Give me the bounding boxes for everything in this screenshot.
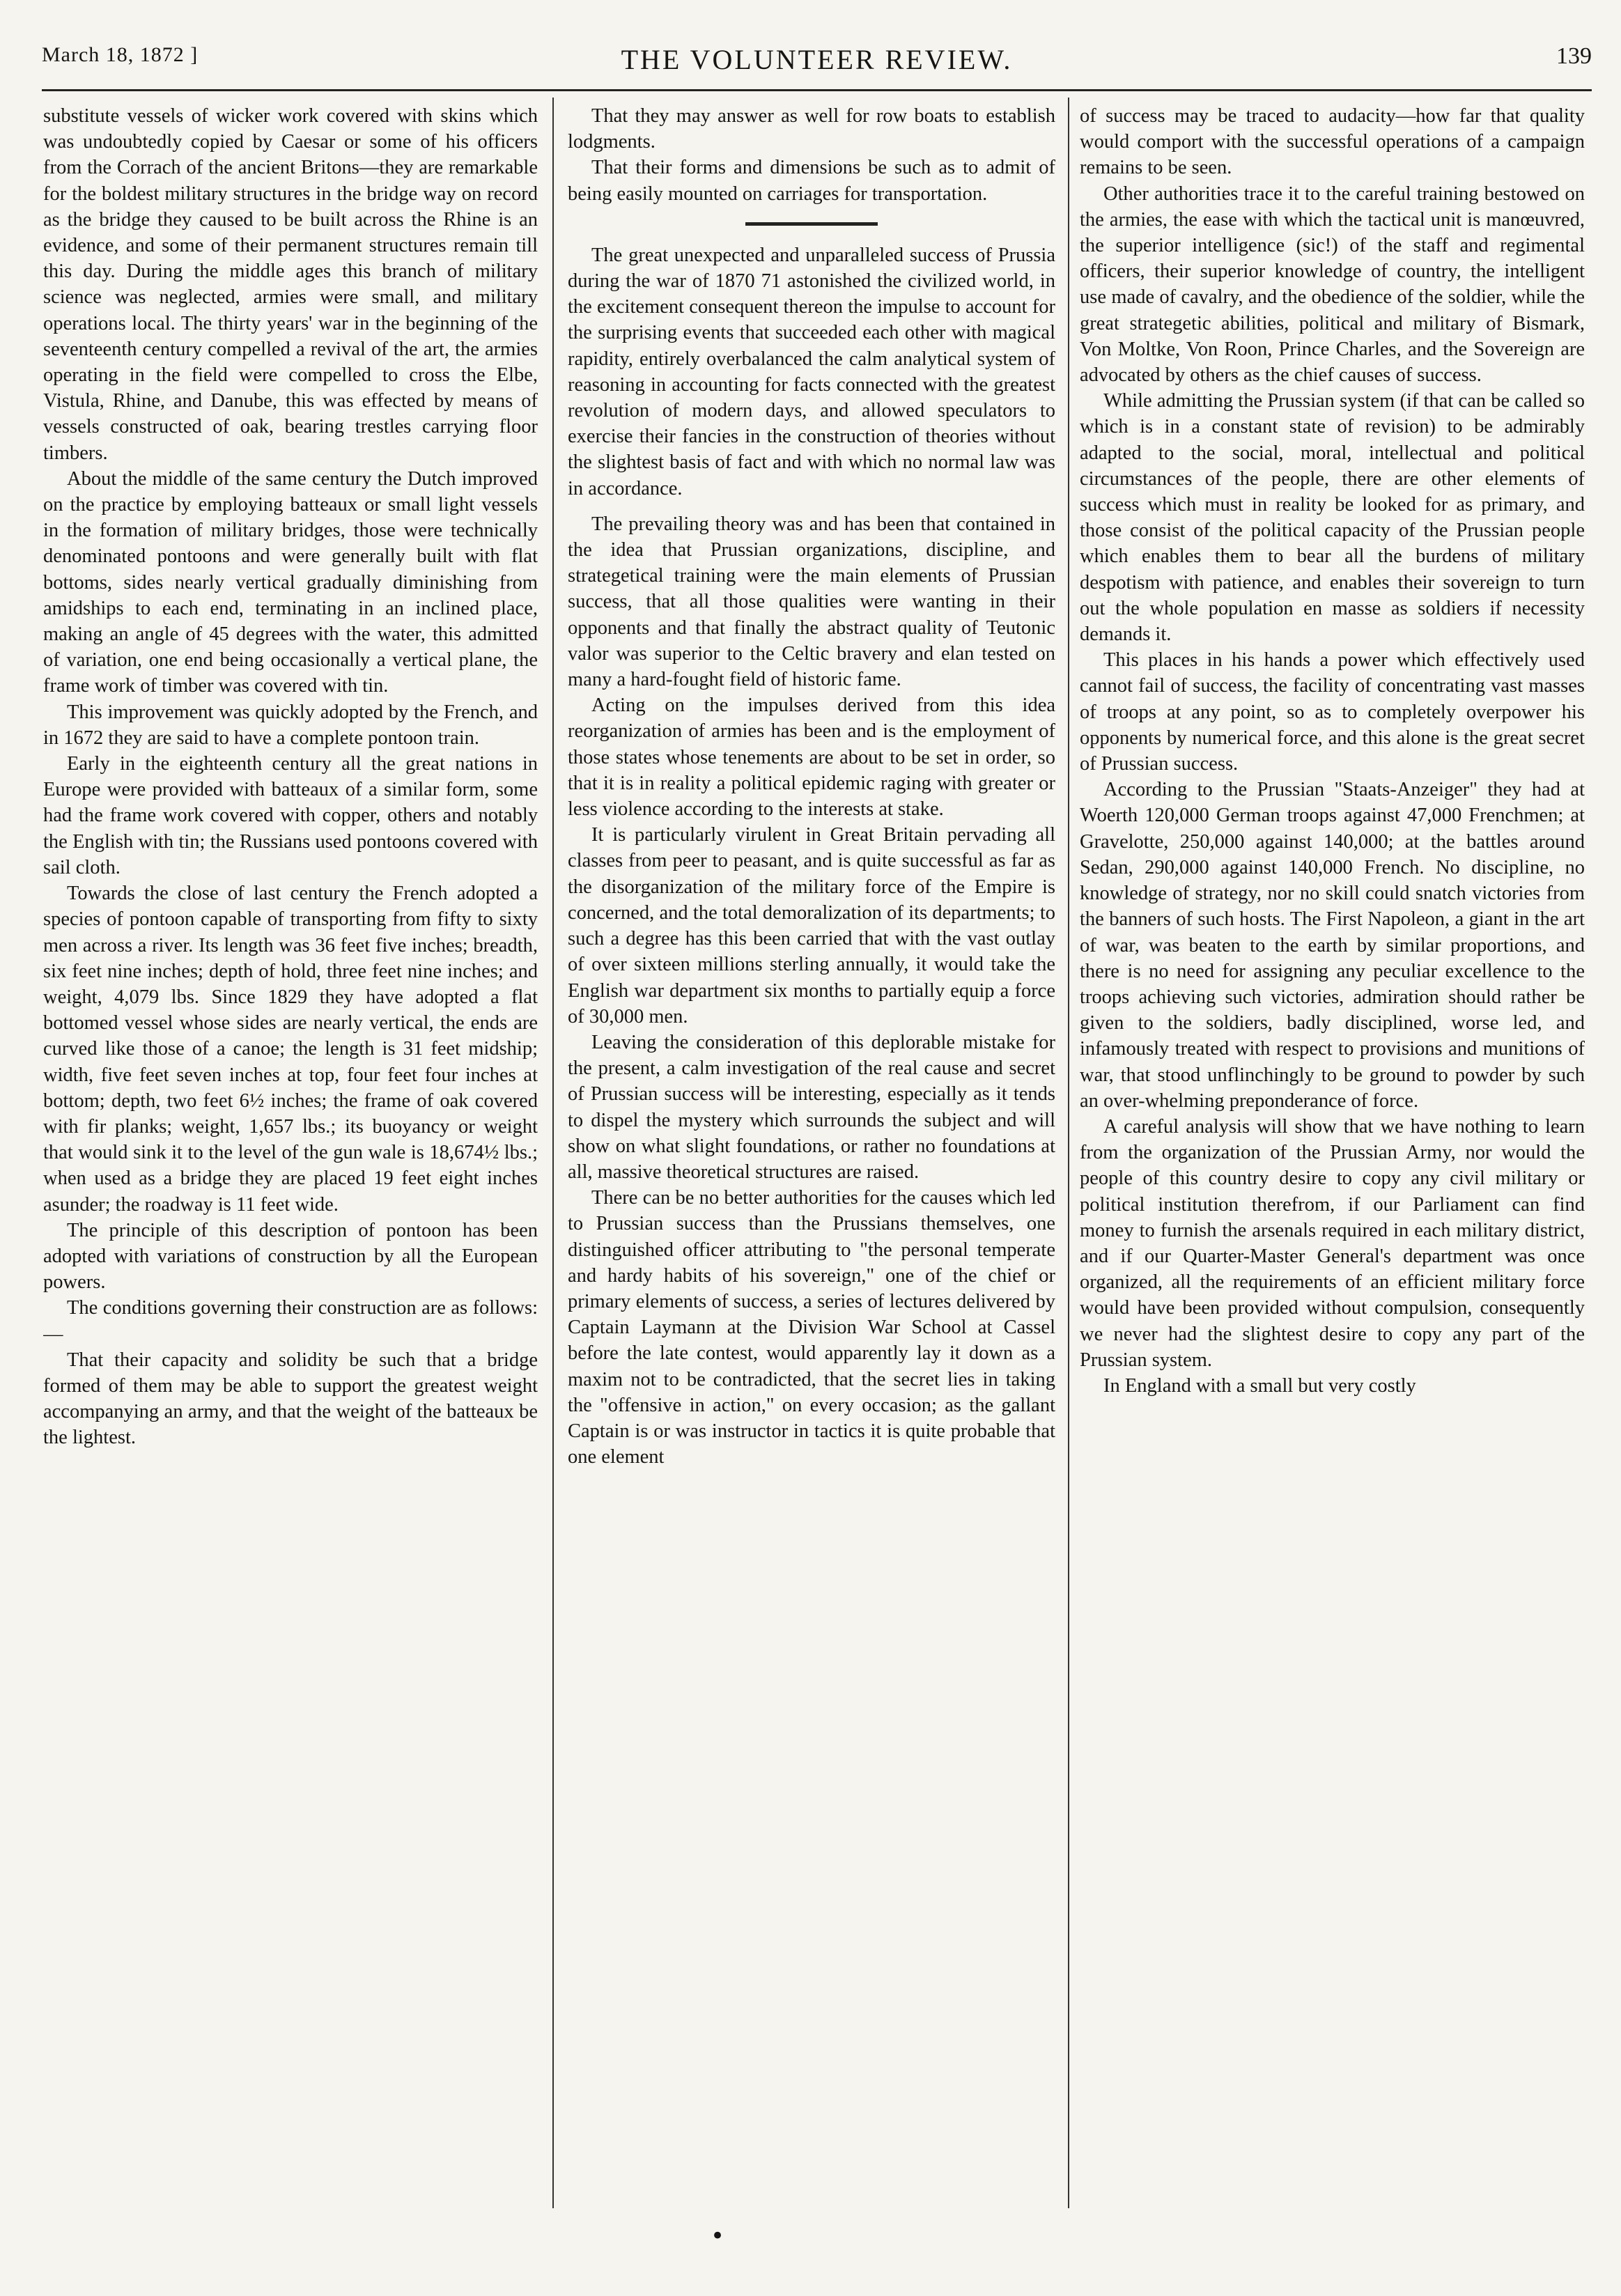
paragraph: This places in his hands a power which effectively used cannot fail of success, the facility of concentrating vast masses of troops at any point, so as to completely overpower his opponents by numerical force, and this alone is the great secret of Prussian success.: [1080, 649, 1585, 775]
paragraph: That their capacity and solidity be such that a bridge formed of them may be able to support the greatest weight accompanying an army, and that the weight of the batteaux be the lightest.: [43, 1349, 538, 1449]
page-number: 139: [1556, 43, 1592, 69]
paragraph: According to the Prussian "Staats-Anzeiger" they had at Woerth 120,000 German troops against 47,000 Frenchmen; at Gravelotte, 250,000 against 140,000; at the battles around Sedan, 290,000 against 140,000 French. No discipline, no knowledge of strategy, nor no skill could snatch victories from the banners of such hosts. The First Napoleon, a giant in the art of war, was beaten to the earth by similar proportions, and there is no need for assigning any peculiar excellence to the troops achieving such victories, admiration should rather be given to the soldiers, badly disciplined, worse led, and infamously treated with respect to provisions and munitions of war, that stood unflinchingly to be ground to powder by such an over-whelming preponderance of force.: [1080, 779, 1585, 1112]
header-rule: [42, 89, 1592, 91]
column-divider: [1068, 98, 1069, 2208]
paragraph: About the middle of the same century the Dutch improved on the practice by employing batteaux or small light vessels in the formation of military bridges, those were technically denominated pontoons and were generally built with flat bottoms, sides nearly vertical gradually diminishing from amidships to each end, terminating in an inclined place, making an angle of 45 degrees with the water, this admitted of variation, one end being occasionally a vertical plane, the frame work of timber was covered with tin.: [43, 467, 538, 697]
footer-mark: •: [711, 2222, 725, 2250]
column-divider: [552, 98, 554, 2208]
paragraph: The great unexpected and unparalleled success of Prussia during the war of 1870 71 astonished the civilized world, in the excitement consequent thereon the impulse to account for the surprising events that succeeded each other with magical rapidity, entirely overbalanced the calm analytical system of reasoning in accounting for facts connected with the greatest revolution of modern days, and allowed speculators to exercise their fancies in the construction of theories without the slightest basis of fact and with which no normal law was in accordance.: [568, 244, 1055, 499]
paragraph: A careful analysis will show that we have nothing to learn from the organization of the Prussian Army, nor would the people of this country desire to copy any civil military or political institution therefrom, if our Parliament can find money to furnish the arsenals required in each military district, and if our Quarter-Master General's department was once organized, all the requirements of an efficient military force would have been provided without compulsion, consequently we never had the slightest desire to copy any part of the Prussian system.: [1080, 1115, 1585, 1371]
column-3: [1080, 103, 1585, 2249]
page-header: [42, 43, 1592, 85]
paragraph: Leaving the consideration of this deplorable mistake for the present, a calm investigation of the real cause and secret of Prussian success will be interesting, especially as it tends to dispel the mystery which surrounds the subject and will show on what slight foundations, or rather no foundations at all, massive theoretical structures are raised.: [568, 1031, 1055, 1183]
paragraph: It is particularly virulent in Great Britain pervading all classes from peer to peasant, and is quite successful as far as the disorganization of the military force of the Empire is concerned, and the total demoralization of its departments; to such a degree has this been carried that with the vast outlay of over sixteen millions sterling annually, it would take the English war department six months to partially equip a force of 30,000 men.: [568, 824, 1055, 1027]
paragraph: There can be no better authorities for the causes which led to Prussian success than the Prussians themselves, one distinguished officer attributing to "the personal temperate and hardy habits of his sovereign," one of the chief or primary elements of success, a series of lectures delivered by Captain Laymann at the Division War School at Cassel before the late contest, would apparently lay it down as a maxim not to be contradicted, that the secret lies in taking the "offensive in action," on every occasion; as the gallant Captain is or was instructor in tactics it is quite probable that one element: [568, 1187, 1055, 1468]
paragraph: That their forms and dimensions be such as to admit of being easily mounted on carriages for transportation.: [568, 157, 1055, 205]
column-1: [43, 103, 538, 2249]
paragraph: The prevailing theory was and has been that contained in the idea that Prussian organizations, discipline, and strategetical training were the main elements of Prussian success, that all those qualities were wanting in their opponents and that finally the abstract quality of Teutonic valor was superior to the Celtic bravery and elan tested on many a hard-fought field of historic fame.: [568, 513, 1055, 691]
issue-date: March 18, 1872 ]: [42, 43, 199, 66]
paragraph: substitute vessels of wicker work covered with skins which was undoubtedly copied by Caesar or some of his officers from the Corrach of the ancient Britons—they are remarkable for the boldest military structures in the bridge way on record as the bridge they caused to be built across the Rhine is an evidence, and some of their permanent structures remain till this day. During the middle ages this branch of military science was neglected, armies were small, and military operations local. The thirty years' war in the beginning of the seventeenth century compelled a revival of the art, the armies operating in the field were compelled to cross the Elbe, Vistula, Rhine, and Danube, this was effected by means of vessels constructed of oak, bearing trestles carrying floor timbers.: [43, 105, 538, 464]
paragraph: of success may be traced to audacity—how far that quality would comport with the successful operations of a campaign remains to be seen.: [1080, 105, 1585, 179]
paragraph: That they may answer as well for row boats to establish lodgments.: [568, 105, 1055, 153]
article-separator: [745, 222, 878, 226]
column-2: [568, 103, 1055, 2249]
paragraph: Other authorities trace it to the careful training bestowed on the armies, the ease with which the tactical unit is manœuvred, the superior intelligence (sic!) of the staff and regimental officers, their superior knowledge of country, the intelligent use made of cavalry, and the obedience of the soldier, while the great strategetic abilities, political and military of Bismark, Von Moltke, Von Roon, Prince Charles, and the Sovereign are advocated by others as the chief causes of success.: [1080, 183, 1585, 387]
paragraph: The conditions governing their construction are as follows:—: [43, 1297, 538, 1345]
paragraph: While admitting the Prussian system (if that can be called so which is in a constant state of revision) to be admirably adapted to the social, moral, intellectual and political circumstances of the people, there are other elements of success which must in reality be looked for as primary, and those consist of the political capacity of the Prussian people which enables them to bear all the burdens of military despotism with patience, and enables their sovereign to turn out the whole population en masse as soldiers if necessity demands it.: [1080, 390, 1585, 646]
paragraph: Acting on the impulses derived from this idea reorganization of armies has been and is the employment of those states whose tenements are about to be set in order, so that it is in reality a political epidemic raging with greater or less violence according to the interests at stake.: [568, 695, 1055, 821]
paragraph: This improvement was quickly adopted by the French, and in 1672 they are said to have a complete pontoon train.: [43, 701, 538, 749]
paragraph: In England with a small but very costly: [1103, 1374, 1416, 1397]
paragraph: Towards the close of last century the French adopted a species of pontoon capable of transporting from fifty to sixty men across a river. Its length was 36 feet five inches; breadth, six feet nine inches; depth of hold, three feet nine inches; and weight, 4,079 lbs. Since 1829 they have adopted a flat bottomed vessel whose sides are nearly vertical, the ends are curved like those of a canoe; the length is 31 feet midship; width, five feet seven inches at top, four feet four inches at bottom; depth, two feet 6½ inches; the frame of oak covered with fir planks; weight, 1,657 lbs.; its buoyancy or weight that would sink it to the level of the gun wale is 18,674½ lbs.; when used as a bridge they are placed 19 feet eight inches asunder; the roadway is 11 feet wide.: [43, 883, 538, 1216]
publication-title: THE VOLUNTEER REVIEW.: [621, 44, 1013, 75]
paragraph: Early in the eighteenth century all the great nations in Europe were provided with batteaux of a similar form, some had the frame work covered with copper, others and notably the English with tin; the Russians used pontoons covered with sail cloth.: [43, 753, 538, 878]
paragraph: The principle of this description of pontoon has been adopted with variations of construction by all the European powers.: [43, 1219, 538, 1294]
